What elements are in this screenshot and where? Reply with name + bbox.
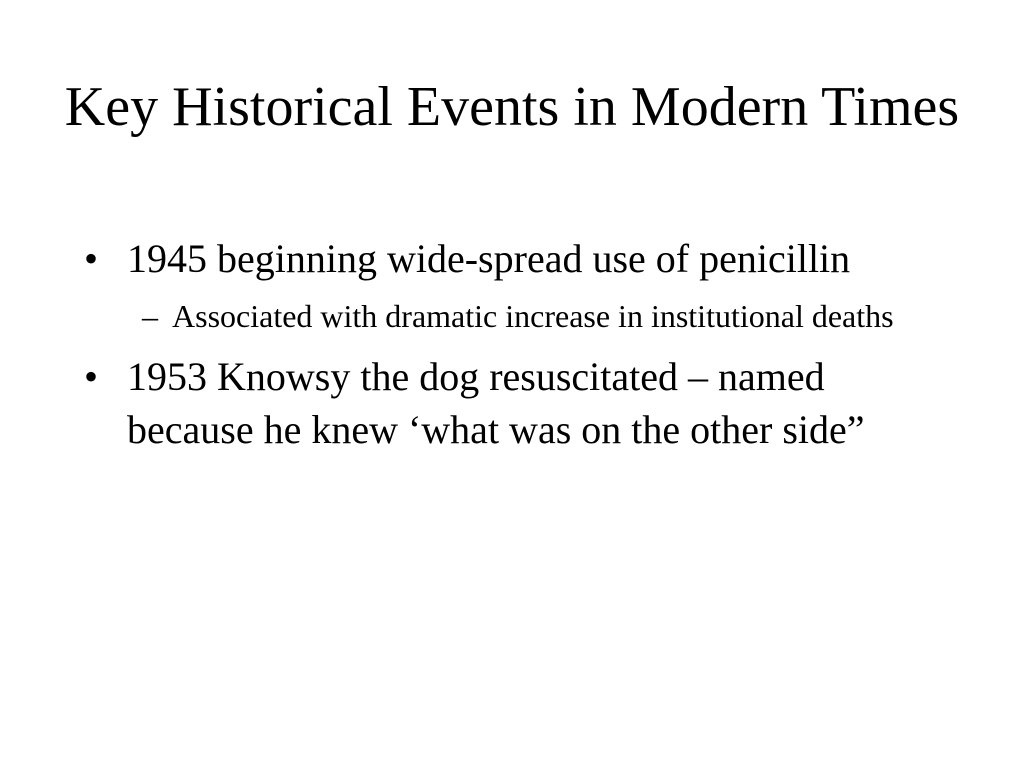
bullet-list xyxy=(0,232,1024,466)
bullet-item xyxy=(0,350,1024,456)
bullet-marker: • xyxy=(84,354,99,399)
bullet-item xyxy=(0,232,1024,338)
slide-title: Key Historical Events in Modern Times xyxy=(64,76,960,138)
bullet-marker: • xyxy=(84,236,99,281)
sub-bullet-item xyxy=(142,295,934,338)
bullet-text: 1945 beginning wide-spread use of penicillin xyxy=(127,236,851,281)
sub-bullet-marker: – xyxy=(142,298,158,334)
sub-bullet-text: Associated with dramatic increase in institutional deaths xyxy=(172,298,894,334)
bullet-text: 1953 Knowsy the dog resuscitated – named because he knew ‘what was on the other side” xyxy=(127,354,865,452)
sub-bullet-list xyxy=(127,295,934,338)
